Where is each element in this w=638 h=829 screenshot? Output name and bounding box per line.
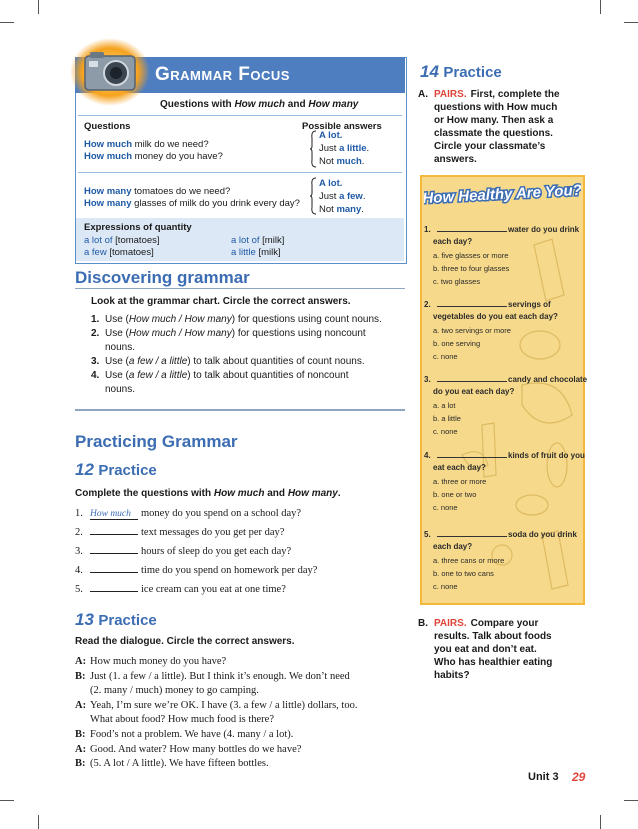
answer: Just a little.	[319, 143, 370, 154]
svg-text:How Healthy Are You?: How Healthy Are You?	[424, 181, 581, 206]
quiz-number: 3.	[424, 375, 431, 384]
discovering-item	[91, 342, 135, 353]
dialogue-line	[75, 671, 350, 682]
quiz-option[interactable]: a. three cans or more	[433, 556, 505, 565]
quiz-option[interactable]: a. a lot	[433, 401, 456, 410]
dialogue-text: (5. A lot / A little). We have fifteen bottles.	[90, 758, 269, 770]
practice-12-item	[75, 584, 286, 595]
dialogue-line	[75, 744, 301, 755]
item-text: Use (	[105, 356, 129, 367]
brace-icon	[309, 130, 317, 168]
discovering-heading: Discovering grammar	[75, 268, 250, 287]
page-number: 29	[572, 770, 586, 784]
expression: a little [milk]	[231, 247, 281, 258]
quiz-question	[424, 298, 551, 309]
quiz-blank[interactable]	[437, 373, 507, 382]
dialogue-text: Good. And water? How many bottles do we have?	[90, 743, 302, 755]
answer-blank[interactable]: How much	[90, 509, 138, 520]
speaker: A:	[75, 656, 87, 667]
discovering-item	[91, 328, 366, 339]
dialogue-text: (2. many / much) money to go camping.	[90, 685, 259, 697]
item-number: 4.	[91, 370, 100, 381]
col-questions-header: Questions	[84, 121, 131, 132]
instruction-text: Compare your	[470, 618, 539, 629]
practice-13-instruction: Read the dialogue. Circle the correct answers.	[75, 636, 295, 647]
dialogue-line	[75, 700, 357, 711]
item-text: ) to talk about quantities of count nouns.	[187, 356, 365, 367]
quiz-option[interactable]: c. none	[433, 582, 458, 591]
quiz-option[interactable]: a. three or more	[433, 477, 487, 486]
crop-mark	[600, 0, 601, 14]
quiz-question	[424, 223, 579, 234]
practice-14-heading: 14 Practice	[420, 62, 502, 81]
divider	[75, 288, 405, 289]
quiz-blank[interactable]	[437, 223, 507, 232]
discovering-item	[91, 384, 135, 395]
instruction-line	[434, 644, 537, 655]
quiz-question	[424, 528, 577, 539]
question-row: How much milk do we need?	[84, 139, 209, 150]
dialogue-line	[75, 656, 226, 667]
item-text: hours of sleep do you get each day?	[141, 546, 292, 557]
instruction-line	[434, 657, 552, 668]
quiz-number: 4.	[424, 451, 431, 460]
quiz-question-text: servings of	[508, 300, 551, 309]
item-number: 4.	[75, 565, 83, 576]
instruction-line	[434, 670, 470, 681]
quiz-question-text: each day?	[433, 542, 473, 551]
item-number: 5.	[75, 584, 83, 595]
instruction-text: questions with How much	[434, 102, 558, 113]
dialogue-text: Food’s not a problem. We have (4. many / a lot).	[90, 729, 294, 740]
instruction-text: or How many. Then ask a	[434, 115, 554, 126]
dialogue-line	[75, 729, 293, 740]
divider	[75, 409, 405, 411]
instruction-line	[434, 154, 477, 165]
item-text: money do you spend on a school day?	[141, 508, 302, 519]
speaker: B:	[75, 670, 86, 682]
item-number: 3.	[91, 356, 100, 367]
grammar-focus-title: Grammar Focus	[155, 64, 290, 85]
quiz-title	[424, 178, 581, 206]
quiz-number: 5.	[424, 530, 431, 539]
item-text: Use (	[105, 370, 129, 381]
item-text: ) for questions using count nouns.	[231, 314, 382, 325]
item-number: 1.	[91, 314, 100, 325]
crop-mark	[624, 22, 638, 23]
practice-12-item	[75, 527, 284, 538]
quiz-blank[interactable]	[437, 528, 507, 537]
col-answers-header: Possible answers	[302, 121, 382, 132]
answer-blank[interactable]	[90, 591, 138, 592]
discovering-item	[91, 370, 349, 381]
answer: A lot.	[319, 178, 343, 189]
quiz-question-text: kinds of fruit do you	[508, 451, 585, 460]
answer: Not much.	[319, 156, 365, 167]
speaker: B:	[75, 758, 86, 770]
answer: A lot.	[319, 130, 343, 141]
instruction-text: Circle your classmate’s	[434, 141, 546, 152]
item-text: ) to talk about quantities of noncount	[187, 370, 349, 381]
practice-12-item	[75, 565, 317, 576]
item-text: nouns.	[105, 384, 136, 395]
discovering-instruction: Look at the grammar chart. Circle the correct answers.	[91, 296, 351, 307]
dialogue-line	[75, 758, 269, 769]
item-number: 3.	[75, 546, 83, 557]
expression: a lot of [tomatoes]	[84, 235, 160, 246]
quiz-question-text: each day?	[433, 237, 473, 246]
item-text: time do you spend on homework per day?	[141, 565, 318, 576]
speaker: B:	[75, 729, 86, 740]
discovering-item	[91, 356, 365, 367]
expressions-heading: Expressions of quantity	[84, 222, 192, 233]
discovering-item	[91, 314, 382, 325]
quiz-blank[interactable]	[437, 298, 507, 307]
part-a-letter: A.	[418, 89, 428, 100]
divider	[78, 115, 402, 116]
speaker: A:	[75, 699, 87, 711]
item-number: 1.	[75, 508, 83, 519]
expression: a few [tomatoes]	[84, 247, 154, 258]
quiz-option[interactable]: a. two servings or more	[433, 326, 511, 335]
quiz-question-text: eat each day?	[433, 463, 486, 472]
question-row: How many glasses of milk do you drink every day?	[84, 198, 300, 209]
instruction-line	[434, 141, 545, 152]
quiz-question-text: candy and chocolate	[508, 375, 588, 384]
instruction-line	[434, 89, 560, 100]
item-choice: How much / How many	[128, 328, 232, 339]
instruction-text: classmate the questions.	[434, 128, 553, 139]
crop-mark	[0, 22, 14, 23]
crop-mark	[600, 815, 601, 829]
quiz-option[interactable]: b. one or two	[433, 490, 477, 499]
instruction-line	[434, 618, 538, 629]
answer: Just a few.	[319, 191, 366, 202]
quiz-question	[424, 373, 587, 384]
quiz-option[interactable]: c. none	[433, 503, 458, 512]
item-text: text messages do you get per day?	[141, 527, 285, 538]
divider	[78, 172, 402, 173]
instruction-line	[434, 128, 553, 139]
item-text: nouns.	[105, 342, 136, 353]
dialogue-text: Yeah, I’m sure we’re OK. I have (3. a few / a little) dollars, too.	[90, 699, 358, 711]
quiz-option[interactable]: b. one serving	[433, 339, 481, 348]
dialogue-text: What about food? How much food is there?	[90, 714, 274, 726]
practice-12-item	[75, 508, 301, 520]
quiz-question-text: water do you drink	[508, 225, 580, 234]
quiz-option[interactable]: b. one to two cans	[433, 569, 494, 578]
dialogue-line	[75, 714, 274, 725]
quiz-option[interactable]: b. a little	[433, 414, 461, 423]
crop-mark	[38, 815, 39, 829]
answer-blank[interactable]	[90, 572, 138, 573]
dialogue-line	[75, 685, 259, 696]
practice-12-instruction: Complete the questions with How much and How many.	[75, 488, 341, 499]
practice-12-item	[75, 546, 291, 557]
pairs-label: PAIRS.	[434, 618, 467, 629]
dialogue-text: Just (1. a few / a little). But I think it’s enough. We don’t need	[90, 670, 350, 682]
item-text: ice cream can you eat at one time?	[141, 584, 286, 595]
instruction-line	[434, 102, 557, 113]
quiz-blank[interactable]	[437, 449, 507, 458]
crop-mark	[38, 0, 39, 14]
question-row: How much money do you have?	[84, 151, 223, 162]
item-number: 2.	[91, 328, 100, 339]
item-choice: How much / How many	[128, 314, 232, 325]
item-number: 2.	[75, 527, 83, 538]
practice-12-heading: 12 Practice	[75, 460, 157, 479]
quiz-option[interactable]: c. none	[433, 352, 458, 361]
quiz-option[interactable]: c. none	[433, 427, 458, 436]
item-text: Use (	[105, 328, 129, 339]
item-text: Use (	[105, 314, 129, 325]
item-text: ) for questions using noncount	[231, 328, 366, 339]
quiz-question-text: soda do you drink	[508, 530, 577, 539]
quiz-option[interactable]: b. three to four glasses	[433, 264, 510, 273]
instruction-text: you eat and don’t eat.	[434, 644, 537, 655]
camera-icon	[70, 36, 150, 111]
quiz-option[interactable]: a. five glasses or more	[433, 251, 509, 260]
question-row: How many tomatoes do we need?	[84, 186, 231, 197]
item-choice: a few / a little	[128, 370, 188, 381]
instruction-text: First, complete the	[470, 89, 560, 100]
part-b-letter: B.	[418, 618, 428, 629]
answer-blank[interactable]	[90, 553, 138, 554]
unit-label: Unit 3	[528, 771, 559, 783]
instruction-line	[434, 115, 553, 126]
practice-13-heading: 13 Practice	[75, 610, 157, 629]
answer-blank[interactable]	[90, 534, 138, 535]
dialogue-text: How much money do you have?	[90, 656, 227, 667]
pairs-label: PAIRS.	[434, 89, 467, 100]
quiz-option[interactable]: c. two glasses	[433, 277, 481, 286]
practicing-heading: Practicing Grammar	[75, 432, 238, 451]
quiz-number: 2.	[424, 300, 431, 309]
crop-mark	[0, 800, 14, 801]
speaker: A:	[75, 743, 87, 755]
item-choice: a few / a little	[128, 356, 188, 367]
crop-mark	[624, 800, 638, 801]
grammar-focus-subtitle: Questions with How much and How many	[160, 99, 359, 110]
quiz-question-text: do you eat each day?	[433, 387, 515, 396]
quiz-number: 1.	[424, 225, 431, 234]
instruction-text: habits?	[434, 670, 470, 681]
quiz-question-text: vegetables do you eat each day?	[433, 312, 558, 321]
instruction-line	[434, 631, 552, 642]
instruction-text: results. Talk about foods	[434, 631, 552, 642]
instruction-text: answers.	[434, 154, 477, 165]
expression: a lot of [milk]	[231, 235, 285, 246]
quiz-question	[424, 449, 585, 460]
answer: Not many.	[319, 204, 364, 215]
brace-icon	[309, 177, 317, 215]
instruction-text: Who has healthier eating	[434, 657, 553, 668]
